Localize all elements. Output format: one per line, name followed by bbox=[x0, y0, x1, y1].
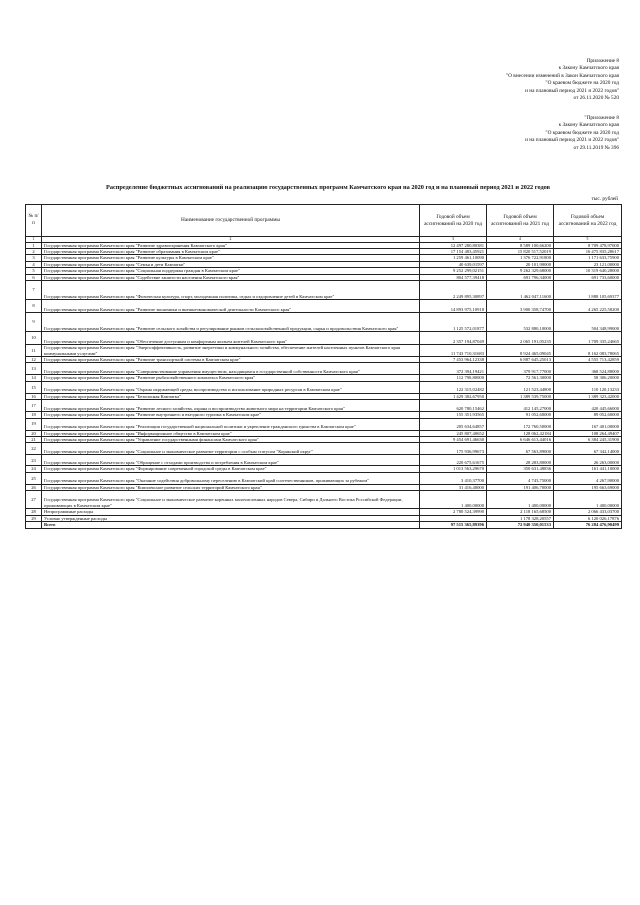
program-name: Государственная программа Камчатского края "Развитие образования в Камчатском крае" bbox=[42, 249, 420, 255]
amount-2020: 372 394,19421 bbox=[420, 363, 487, 375]
col-header-2020: Годовой объем ассигнований на 2020 год bbox=[420, 205, 487, 237]
amount-2021: 6 646 613,44016 bbox=[487, 437, 554, 443]
amount-2022: 195 663,69000 bbox=[554, 484, 622, 490]
row-number: 26 bbox=[26, 484, 42, 490]
col-header-num: № п/п bbox=[26, 205, 42, 237]
amount-2022: 161 441,10000 bbox=[554, 466, 622, 472]
row-number: 10 bbox=[26, 332, 42, 345]
table-row bbox=[26, 332, 622, 345]
program-name: Государственная программа Камчатского края "Развитие культуры в Камчатском крае" bbox=[42, 255, 420, 261]
col-number: 4 bbox=[487, 237, 554, 243]
amount-2020: 1 400,00000 bbox=[420, 491, 487, 509]
budget-table bbox=[25, 204, 622, 529]
row-number: 18 bbox=[26, 412, 42, 418]
program-name: Государственная программа Камчатского края "Управление государственными финансами Камчатского края" bbox=[42, 437, 420, 443]
amount-2020: 155 351,93565 bbox=[420, 412, 487, 418]
header-line: от 26.11.2020 № 520 bbox=[573, 95, 619, 102]
amount-2022: 1 709 335,24665 bbox=[554, 332, 622, 345]
table-row bbox=[26, 345, 622, 357]
program-name: Государственная программа Камчатского края "Развитие внутреннего и въездного туризма в Камчатском крае" bbox=[42, 412, 420, 418]
table-row bbox=[26, 281, 622, 300]
total-2021: 72 940 350,01533 bbox=[487, 522, 554, 528]
total-label: Всего bbox=[42, 522, 420, 528]
program-name: Государственная программа Камчатского края "Развитие здравоохранения Камчатского края" bbox=[42, 242, 420, 248]
header-line: к Закону Камчатского края bbox=[558, 122, 619, 129]
program-name: Государственная программа Камчатского края "Социальное и экономическое развитие территории с особым статусом "Корякский округ" bbox=[42, 443, 420, 455]
amount-2022: 16 475 835,28617 bbox=[554, 249, 622, 255]
amount-2021: 412 145,27000 bbox=[487, 400, 554, 412]
amount-2022: 1 171 633,75900 bbox=[554, 255, 622, 261]
amount-2021: 3 900 358,74700 bbox=[487, 300, 554, 313]
amount-2021: 8 924 465,09045 bbox=[487, 345, 554, 357]
program-name: Государственная программа Камчатского края "Обеспечение доступным и комфортным жильем жителей Камчатского края" bbox=[42, 332, 420, 345]
total-2020: 97 515 365,89396 bbox=[420, 522, 487, 528]
amount-2021: 1 178 328,20557 bbox=[487, 515, 554, 521]
amount-2021: 350 631,48836 bbox=[487, 466, 554, 472]
header-line: "Приложение 8 bbox=[584, 115, 619, 121]
amount-2021: 2 065 191,05235 bbox=[487, 332, 554, 345]
table-row bbox=[26, 313, 622, 332]
table-row bbox=[26, 455, 622, 466]
program-name: Государственная программа Камчатского края "Формирование современной городской среды в Камчатском крае" bbox=[42, 466, 420, 472]
amount-2022: 4 265 225,58200 bbox=[554, 300, 622, 313]
amount-2022: 4 555 713,42859 bbox=[554, 357, 622, 363]
col-header-name: Наименование государственной программы bbox=[42, 205, 420, 237]
row-number: 1 bbox=[26, 242, 42, 248]
amount-2021: 72 561,30000 bbox=[487, 375, 554, 381]
unit-label: тыс. рублей bbox=[591, 196, 618, 202]
row-number: 23 bbox=[26, 455, 42, 466]
row-number: 19 bbox=[26, 418, 42, 430]
program-name: Государственная программа Камчатского края "Социальная поддержка граждан в Камчатском крае" bbox=[42, 268, 420, 274]
amount-2021: 20 101,90000 bbox=[487, 261, 554, 267]
row-number: 20 bbox=[26, 430, 42, 436]
table-row bbox=[26, 381, 622, 393]
amount-2021: 4 743,75000 bbox=[487, 472, 554, 484]
amount-2022: 8 709 478,97000 bbox=[554, 242, 622, 248]
row-number: 27 bbox=[26, 491, 42, 509]
header-line: к Закону Камчатского края bbox=[558, 65, 619, 72]
amount-2020: 1 259 461,10090 bbox=[420, 255, 487, 261]
amount-2022: 67 342,14000 bbox=[554, 443, 622, 455]
table-row bbox=[26, 472, 622, 484]
amount-2022: 8 162 083,78065 bbox=[554, 345, 622, 357]
program-name: Государственная программа Камчатского края "Совершенствование управления имуществом, находящимся в государственной собственности Камчатского края" bbox=[42, 363, 420, 375]
amount-2020: 804 577,39418 bbox=[420, 274, 487, 280]
table-row bbox=[26, 418, 622, 430]
program-name: Государственная программа Камчатского края "Социальное и экономическое развитие коренных малочисленных народов Севера, Сибири и Дальнего Востока Российской Федерации, проживающих в Камчатском крае" bbox=[42, 491, 420, 509]
col-number: 3 bbox=[420, 237, 487, 243]
amount-2021: 15 820 517,52019 bbox=[487, 249, 554, 255]
amount-2020: 2 780 524,39990 bbox=[420, 509, 487, 515]
amount-2022: 420 445,66000 bbox=[554, 400, 622, 412]
amount-2020: 112 790,80000 bbox=[420, 375, 487, 381]
amount-2022: 1 400,00000 bbox=[554, 491, 622, 509]
table-row bbox=[26, 363, 622, 375]
amount-2020: 3 410,37700 bbox=[420, 472, 487, 484]
amount-2020: 11 743 710,31683 bbox=[420, 345, 487, 357]
amount-2022: 110 120,13233 bbox=[554, 381, 622, 393]
col-number: 2 bbox=[42, 237, 420, 243]
amount-2022: 1 389 323,42000 bbox=[554, 393, 622, 399]
row-number: 25 bbox=[26, 472, 42, 484]
program-name: Государственная программа Камчатского края "Развитие лесного хозяйства, охрана и воспроизводство животного мира на территории Камчатского края" bbox=[42, 400, 420, 412]
amount-2021: 1 400,00000 bbox=[487, 491, 554, 509]
program-name: Государственная программа Камчатского края "Развитие сельского хозяйства и регулирование рынков сельскохозяйственной продукции, сырья и продовольствия Камчатского края" bbox=[42, 313, 420, 332]
header-line: "О внесении изменений в Закон Камчатского края bbox=[506, 72, 619, 79]
program-name: Государственная программа Камчатского края "Охрана окружающей среды, воспроизводство и использование природных ресурсов в Камчатском крае" bbox=[42, 381, 420, 393]
col-header-2021: Годовой объем ассигнований на 2021 год bbox=[487, 205, 554, 237]
row-number: 28 bbox=[26, 509, 42, 515]
row-number: 4 bbox=[26, 261, 42, 267]
program-name: Условно утвержденные расходы bbox=[42, 515, 420, 521]
amount-2021: 67 563,89000 bbox=[487, 443, 554, 455]
amount-2020: 620 780,15462 bbox=[420, 400, 487, 412]
row-number: 29 bbox=[26, 515, 42, 521]
amount-2020: 2 357 194,87049 bbox=[420, 332, 487, 345]
program-name: Государственная программа Камчатского края "Развитие рыбохозяйственного комплекса Камчатского края" bbox=[42, 375, 420, 381]
program-name: Государственная программа Камчатского края "Содействие занятости населения Камчатского края" bbox=[42, 274, 420, 280]
amount-2020: 2 249 895,30897 bbox=[420, 281, 487, 300]
amount-2020: 7 453 964,12338 bbox=[420, 357, 487, 363]
total-2022: 76 284 476,90499 bbox=[554, 522, 622, 528]
program-name: Государственная программа Камчатского края "Комплексное развитие сельских территорий Камчатского края" bbox=[42, 484, 420, 490]
row-number: 16 bbox=[26, 393, 42, 399]
amount-2022: 504 348,99000 bbox=[554, 313, 622, 332]
amount-2021: 379 917,77000 bbox=[487, 363, 554, 375]
amount-2020: 17 154 483,45921 bbox=[420, 249, 487, 255]
amount-2021: 121 523,44800 bbox=[487, 381, 554, 393]
appendix-header-current bbox=[506, 58, 619, 102]
program-name: Государственная программа Камчатского края "Развитие экономики и внешнеэкономической деятельности Камчатского края" bbox=[42, 300, 420, 313]
row-number: 2 bbox=[26, 249, 42, 255]
row-number: 7 bbox=[26, 281, 42, 300]
amount-2021: 172 760,50000 bbox=[487, 418, 554, 430]
amount-2020: 1 125 572,01877 bbox=[420, 313, 487, 332]
program-name: Государственная программа Камчатского края "Энергоэффективность, развитие энергетики и коммунального хозяйства, обеспечение жителей населенных пунктов Камчатского края коммунальными услугами" bbox=[42, 345, 420, 357]
amount-2020: 31 416,40000 bbox=[420, 484, 487, 490]
program-name: Государственная программа Камчатского края "Оказание содействия добровольному переселению в Камчатский край соотечественников, проживающих за рубежом" bbox=[42, 472, 420, 484]
table-row bbox=[26, 300, 622, 313]
program-name: Государственная программа Камчатского края "Реализация государственной национальной политики и укрепление гражданского единства в Камчатском крае" bbox=[42, 418, 420, 430]
row-number: 6 bbox=[26, 274, 42, 280]
row-number: 17 bbox=[26, 400, 42, 412]
amount-2022: 691 733,60000 bbox=[554, 274, 622, 280]
amount-2022: 10 319 640,28000 bbox=[554, 268, 622, 274]
row-number: 24 bbox=[26, 466, 42, 472]
amount-2022: 89 052,60000 bbox=[554, 412, 622, 418]
appendix-header-original bbox=[525, 115, 619, 152]
row-number: 3 bbox=[26, 255, 42, 261]
amount-2020: 205 634,64857 bbox=[420, 418, 487, 430]
amount-2021: 128 062,42184 bbox=[487, 430, 554, 436]
amount-2022: 6 384 245,31900 bbox=[554, 437, 622, 443]
program-name: Государственная программа Камчатского края "Семья и дети Камчатки" bbox=[42, 261, 420, 267]
amount-2022: 2 066 433,03700 bbox=[554, 509, 622, 515]
amount-2021: 691 796,34000 bbox=[487, 274, 554, 280]
amount-2022: 167 401,00000 bbox=[554, 418, 622, 430]
program-name: Непрограммные расходы bbox=[42, 509, 420, 515]
table-row bbox=[26, 400, 622, 412]
program-name: Государственная программа Камчатского края "Обращение с отходами производства и потребления в Камчатском крае" bbox=[42, 455, 420, 466]
amount-2021: 191 406,70000 bbox=[487, 484, 554, 490]
amount-2021: 532 880,10000 bbox=[487, 313, 554, 332]
program-name: Государственная программа Камчатского края "Развитие транспортной системы в Камчатском крае" bbox=[42, 357, 420, 363]
header-line: "О краевом бюджете на 2020 год bbox=[545, 80, 619, 87]
row-number: 21 bbox=[26, 437, 42, 443]
amount-2020: 9 454 691,46630 bbox=[420, 437, 487, 443]
amount-2021: 28 283,80000 bbox=[487, 455, 554, 466]
amount-2022: 26 263,00000 bbox=[554, 455, 622, 466]
amount-2022: 6 120 026,17876 bbox=[554, 515, 622, 521]
amount-2022: 4 267,90000 bbox=[554, 472, 622, 484]
amount-2022: 23 121,00000 bbox=[554, 261, 622, 267]
amount-2021: 9 262 329,68000 bbox=[487, 268, 554, 274]
header-line: и на плановый период 2021 и 2022 годов" bbox=[525, 137, 619, 144]
amount-2020: 175 936,99673 bbox=[420, 443, 487, 455]
total-row bbox=[26, 522, 622, 528]
row-number: 15 bbox=[26, 381, 42, 393]
row-number: 8 bbox=[26, 300, 42, 313]
amount-2022: 58 306,20000 bbox=[554, 375, 622, 381]
document-title: Распределение бюджетных ассигнований на реализацию государственных программ Камчатского края на 2020 год и на плановый период 2021 и 2022 годов bbox=[105, 184, 551, 191]
program-name: Государственная программа Камчатского края "Информационное общество в Камчатском крае" bbox=[42, 430, 420, 436]
amount-2021: 91 052,60000 bbox=[487, 412, 554, 418]
row-number: 12 bbox=[26, 357, 42, 363]
amount-2021: 8 589 100,66200 bbox=[487, 242, 554, 248]
col-number: 1 bbox=[26, 237, 42, 243]
row-number: 13 bbox=[26, 363, 42, 375]
program-name: Государственная программа Камчатского края "Физическая культура, спорт, молодежная политика, отдых и оздоровление детей в Камчатском крае" bbox=[42, 281, 420, 300]
col-number: 5 bbox=[554, 237, 622, 243]
amount-2020: 220 675,61675 bbox=[420, 455, 487, 466]
total-num-cell bbox=[26, 522, 42, 528]
header-line: Приложение 8 bbox=[586, 58, 619, 64]
amount-2020: 12 497 280,80381 bbox=[420, 242, 487, 248]
row-number: 22 bbox=[26, 443, 42, 455]
amount-2020: 1 013 563,29670 bbox=[420, 466, 487, 472]
program-name: Государственная программа Камчатского края "Безопасная Камчатка" bbox=[42, 393, 420, 399]
amount-2020: 122 315,02482 bbox=[420, 381, 487, 393]
table-header-row bbox=[26, 205, 622, 237]
amount-2021: 1 462 047,11600 bbox=[487, 281, 554, 300]
amount-2020: 9 252 299,02151 bbox=[420, 268, 487, 274]
row-number: 14 bbox=[26, 375, 42, 381]
col-header-2022: Годовой объем ассигнований на 2022 год bbox=[554, 205, 622, 237]
table-row bbox=[26, 491, 622, 509]
row-number: 9 bbox=[26, 313, 42, 332]
amount-2021: 1 376 722,91800 bbox=[487, 255, 554, 261]
row-number: 5 bbox=[26, 268, 42, 274]
amount-2022: 108 264,49407 bbox=[554, 430, 622, 436]
amount-2021: 1 389 539,75000 bbox=[487, 393, 554, 399]
row-number: 11 bbox=[26, 345, 42, 357]
amount-2022: 368 524,88000 bbox=[554, 363, 622, 375]
header-line: "О краевом бюджете на 2020 год bbox=[545, 129, 619, 136]
table-row bbox=[26, 443, 622, 455]
header-line: и на плановый период 2021 и 2022 годов" bbox=[525, 87, 619, 94]
amount-2020: 40 639,01597 bbox=[420, 261, 487, 267]
amount-2020: 1 429 382,67950 bbox=[420, 393, 487, 399]
amount-2021: 6 887 645,25013 bbox=[487, 357, 554, 363]
amount-2020: 245 807,40652 bbox=[420, 430, 487, 436]
amount-2022: 1 888 105,69377 bbox=[554, 281, 622, 300]
header-line: от 29.11.2019 № 396 bbox=[573, 144, 619, 151]
amount-2020: 14 893 975,10918 bbox=[420, 300, 487, 313]
amount-2021: 2 118 165,68500 bbox=[487, 509, 554, 515]
